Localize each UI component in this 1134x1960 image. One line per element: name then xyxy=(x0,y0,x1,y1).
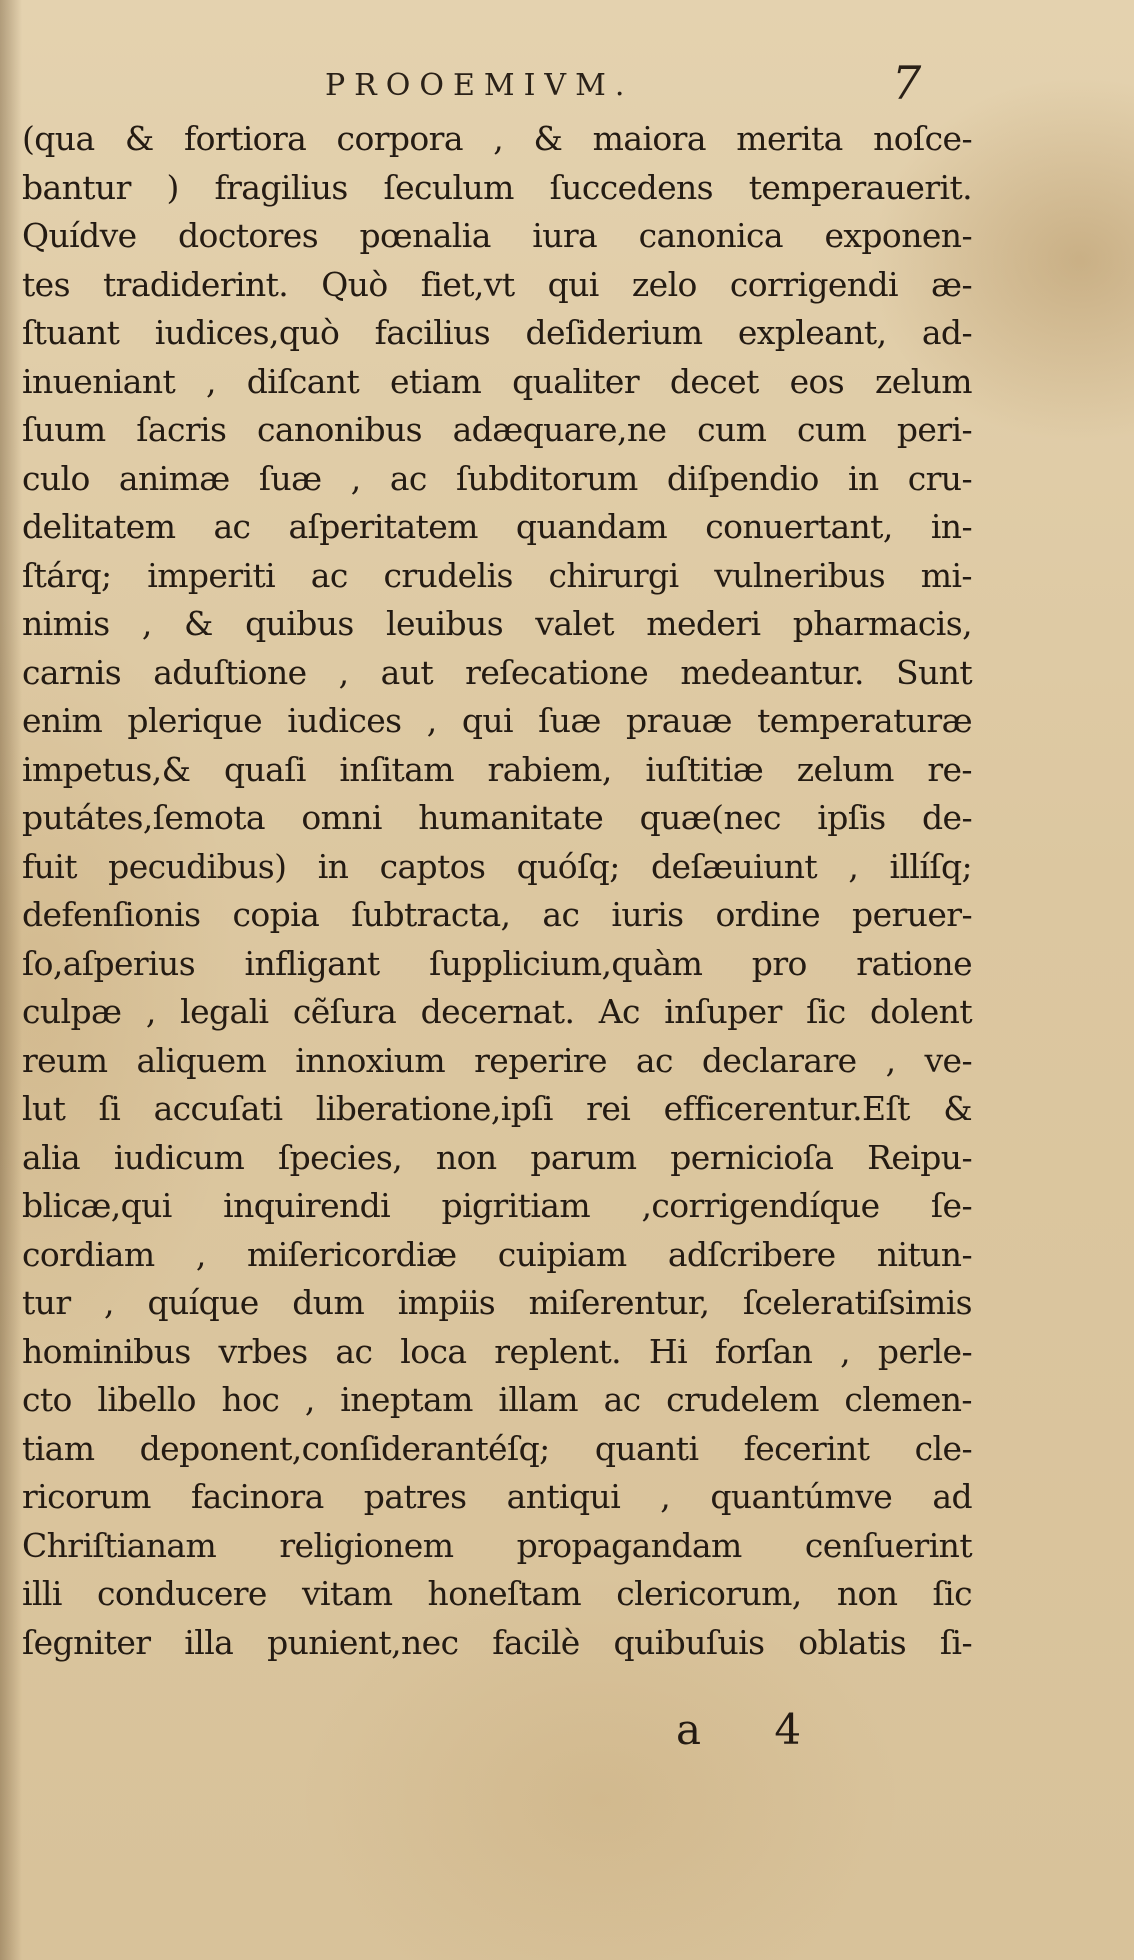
text-line: inueniant , diſcant etiam qualiter decet eos zelum xyxy=(22,361,972,401)
text-line: ricorum facinora patres antiqui , quantúmve ad xyxy=(22,1477,972,1516)
text-line: fuit pecudibus) in captos quóſq; deſæuiunt , illíſq; xyxy=(22,846,972,886)
text-line: hominibus vrbes ac loca replent. Hi forſan , perle- xyxy=(22,1331,972,1371)
text-line: carnis aduſtione , aut reſecatione medeantur. Sunt xyxy=(22,652,972,692)
binding-gutter-shadow xyxy=(0,0,22,1960)
body-text xyxy=(22,115,972,1667)
text-line: ſegniter illa punient,nec facilè quibuſuis oblatis ſi- xyxy=(22,1622,972,1662)
text-line: Quídve doctores pœnalia iura canonica exponen- xyxy=(22,216,972,255)
text-line: lut ſi accuſati liberatione,ipſi rei efficerentur.Eſt & xyxy=(22,1089,972,1128)
text-line: delitatem ac aſperitatem quandam conuertant, in- xyxy=(22,507,972,546)
signature-mark: a 4 xyxy=(676,1705,832,1754)
text-line: reum aliquem innoxium reperire ac declarare , ve- xyxy=(22,1040,972,1080)
page-number: 7 xyxy=(892,56,922,110)
text-line: tur , quíque dum impiis miſerentur, ſceleratiſsimis xyxy=(22,1283,972,1322)
text-line: culpæ , legali cẽſura decernat. Ac inſuper ſic dolent xyxy=(22,992,972,1031)
text-line: tes tradiderint. Quò fiet,vt qui zelo corrigendi æ- xyxy=(22,264,972,304)
text-line: putátes,ſemota omni humanitate quæ(nec ipſis de- xyxy=(22,798,972,837)
text-line: tiam deponent,conſiderantéſq; quanti fecerint cle- xyxy=(22,1428,972,1468)
text-line: blicæ,qui inquirendi pigritiam ,corrigendíque ſe- xyxy=(22,1186,972,1225)
text-line: ſtárq; imperiti ac crudelis chirurgi vulneribus mi- xyxy=(22,555,972,595)
text-line: alia iudicum ſpecies, non parum pernicioſa Reipu- xyxy=(22,1137,972,1177)
text-line: cto libello hoc , ineptam illam ac crudelem clemen- xyxy=(22,1380,972,1419)
text-line: illi conducere vitam honeſtam clericorum, non ſic xyxy=(22,1574,972,1613)
running-head: PROOEMIVM. xyxy=(325,68,634,103)
text-line: impetus,& quaſi inſitam rabiem, iuſtitiæ zelum re- xyxy=(22,749,972,789)
text-line: ſuum ſacris canonibus adæquare,ne cum cum peri- xyxy=(22,410,972,449)
text-line: enim plerique iudices , qui ſuæ prauæ temperaturæ xyxy=(22,701,972,740)
text-line: cordiam , miſericordiæ cuipiam adſcribere nitun- xyxy=(22,1234,972,1274)
text-line: nimis , & quibus leuibus valet mederi pharmacis, xyxy=(22,604,972,643)
text-line: ſo,aſperius infligant ſupplicium,quàm pro ratione xyxy=(22,943,972,983)
text-line: culo animæ ſuæ , ac ſubditorum diſpendio in cru- xyxy=(22,458,972,498)
text-line: defenſionis copia ſubtracta, ac iuris ordine peruer- xyxy=(22,895,972,934)
text-line: (qua & fortiora corpora , & maiora merita noſce- xyxy=(22,119,972,158)
text-line: Chriſtianam religionem propagandam cenſuerint xyxy=(22,1525,972,1565)
text-line: bantur ) fragilius ſeculum ſuccedens temperauerit. xyxy=(22,167,972,207)
text-line: ſtuant iudices,quò facilius deſiderium expleant, ad- xyxy=(22,313,972,352)
